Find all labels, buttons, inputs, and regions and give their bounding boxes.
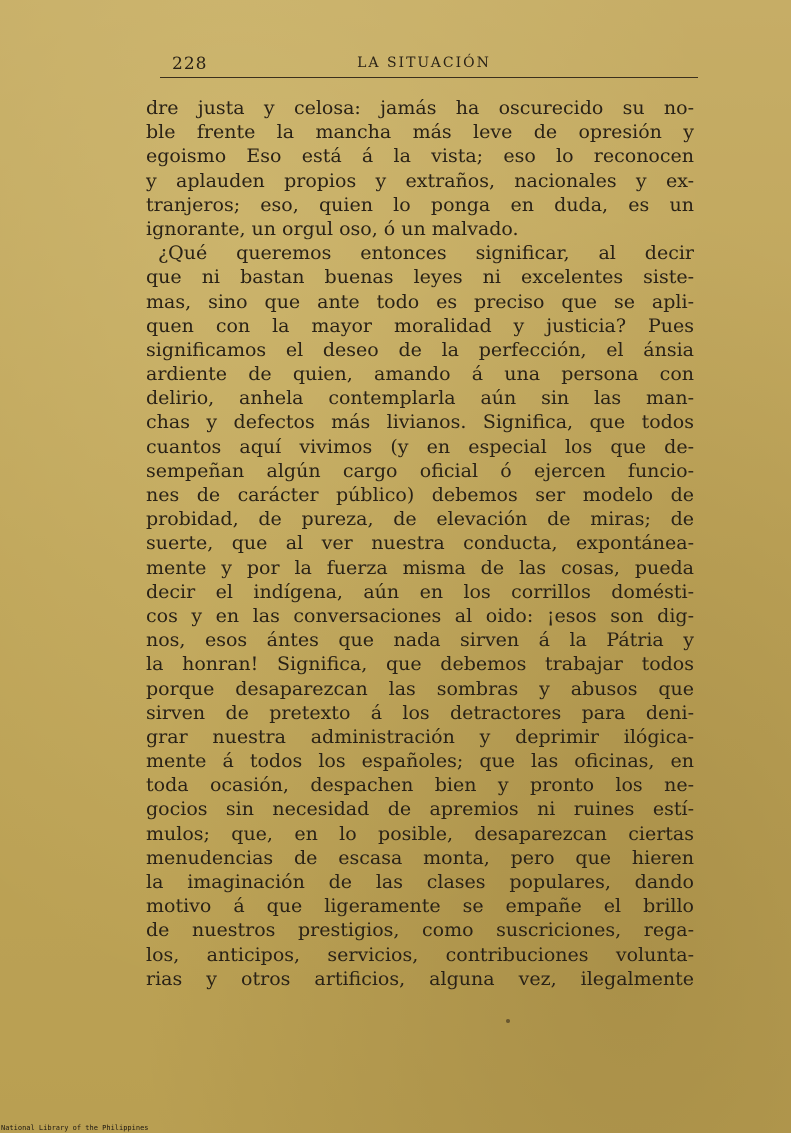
text-line: grar nuestra administración y deprimir ilógica-: [146, 725, 694, 748]
library-credit: National Library of the Philippines: [1, 1124, 149, 1132]
text-line: que ni bastan buenas leyes ni excelentes siste-: [146, 266, 694, 289]
text-line: de nuestros prestigios, como suscriciones, rega-: [146, 919, 694, 942]
text-line: ble frente la mancha más leve de opresión y: [146, 121, 694, 144]
text-line: decir el indígena, aún en los corrillos domésti-: [146, 580, 694, 603]
text-line: gocios sin necesidad de apremios ni ruines estí-: [146, 798, 694, 821]
text-line: menudencias de escasa monta, pero que hieren: [146, 846, 694, 869]
text-line: mente á todos los españoles; que las oficinas, en: [146, 750, 694, 773]
text-line: ignorante, un orgul oso, ó un malvado.: [146, 217, 519, 240]
text-line: cos y en las conversaciones al oido: ¡esos son dig-: [146, 604, 694, 627]
text-line: toda ocasión, despachen bien y pronto los ne-: [146, 774, 694, 797]
text-line: egoismo Eso está á la vista; eso lo reconocen: [146, 145, 694, 168]
text-line: mente y por la fuerza misma de las cosas, pueda: [146, 556, 694, 579]
text-line: mas, sino que ante todo es preciso que se apli-: [146, 290, 694, 313]
text-line: chas y defectos más livianos. Significa, que todos: [146, 411, 694, 434]
text-line: tranjeros; eso, quien lo ponga en duda, es un: [146, 193, 694, 216]
text-line: probidad, de pureza, de elevación de miras; de: [146, 508, 694, 531]
header-rule: [160, 77, 698, 78]
ink-spot: [506, 1019, 510, 1023]
text-line: la honran! Significa, que debemos trabajar todos: [146, 653, 694, 676]
text-line: la imaginación de las clases populares, dando: [146, 871, 694, 893]
text-line: porque desaparezcan las sombras y abusos que: [146, 677, 694, 700]
text-line: sirven de pretexto á los detractores para deni-: [146, 701, 694, 724]
text-line: ardiente de quien, amando á una persona con: [146, 363, 694, 386]
text-line: nos, esos ántes que nada sirven á la Pátria y: [146, 629, 694, 652]
running-head: [150, 50, 698, 80]
text-line: cuantos aquí vivimos (y en especial los que de-: [146, 435, 694, 458]
page-number: 228: [172, 54, 208, 74]
text-line: nes de carácter público) debemos ser modelo de: [146, 484, 694, 506]
text-line: quen con la mayor moralidad y justicia? Pues: [146, 314, 694, 337]
text-line: y aplauden propios y extraños, nacionales y ex-: [146, 169, 694, 192]
text-line: delirio, anhela contemplarla aún sin las man-: [146, 387, 694, 410]
text-line: los, anticipos, servicios, contribuciones volunta-: [146, 943, 694, 966]
text-line: ¿Qué queremos entonces significar, al decir: [158, 242, 694, 265]
text-line: rias y otros artificios, alguna vez, ilegalmente: [146, 967, 694, 990]
running-title: LA SITUACIÓN: [357, 55, 491, 71]
text-line: dre justa y celosa: jamás ha oscurecido su no-: [146, 97, 694, 119]
text-line: sempeñan algún cargo oficial ó ejercen funcio-: [146, 459, 694, 482]
text-line: suerte, que al ver nuestra conducta, expontánea-: [146, 532, 694, 555]
text-line: mulos; que, en lo posible, desaparezcan ciertas: [146, 822, 694, 845]
text-line: significamos el deseo de la perfección, el ánsia: [146, 338, 694, 361]
body-text: [146, 96, 694, 991]
text-line: motivo á que ligeramente se empañe el brillo: [146, 895, 694, 918]
